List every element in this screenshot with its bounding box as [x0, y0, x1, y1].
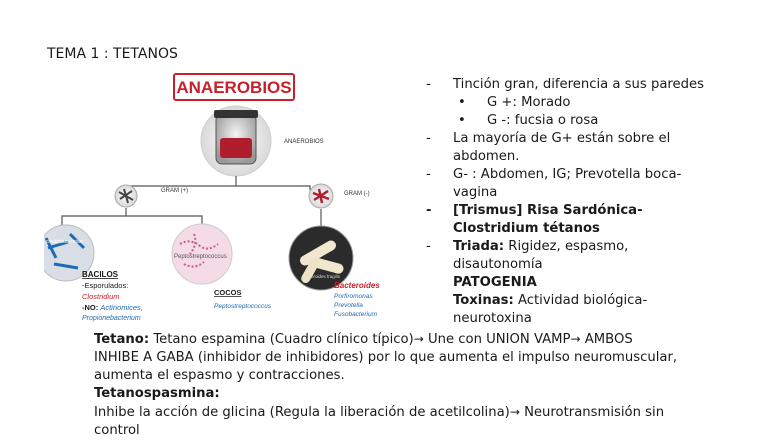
toxinas-text: Actividad biológica- [513, 293, 648, 308]
cocos-title: COCOS [214, 288, 242, 297]
svg-text:-NO: Actinomices, [82, 303, 143, 312]
figure-heading: ANAEROBIOS [176, 78, 292, 97]
gram-neg-label: GRAM (-) [344, 191, 370, 197]
bullet-item: - Tinción gran, diferencia a sus paredes [426, 77, 705, 92]
sub-bullet-text: G +: Morado [487, 95, 571, 110]
micro-right-label: Bacteroides fragilis [302, 274, 341, 279]
bact-line2: Prevotella [334, 302, 363, 309]
cocos-line1: Peptostreptococcus [214, 303, 272, 310]
body-paragraph [94, 330, 754, 440]
bullet-text: Tinción gran, diferencia a sus paredes [453, 77, 705, 92]
patogenia-heading: PATOGENIA [453, 275, 537, 290]
bacilos-line1: -Esporulados: [82, 281, 129, 290]
toxinas-line [426, 292, 756, 310]
tetano-text: AMBOS [580, 332, 633, 347]
bullet-text: [Trismus] Risa Sardónica- [453, 203, 643, 218]
bact-line3: Fusobacterium [334, 311, 377, 318]
paragraph-line: control [94, 423, 140, 438]
bullet-item: - [Trismus] Risa Sardónica- [426, 203, 643, 218]
jar-medium [220, 138, 252, 158]
bullet-continuation: disautonomía [453, 257, 543, 272]
triada-label: Triada: [453, 239, 505, 254]
tetano-line [94, 330, 754, 349]
inhibe-text: Inhibe la acción de glicina (Regula la liberación de acetilcolina) [94, 405, 510, 420]
bullet-list [426, 76, 756, 328]
bullet-continuation: Clostridium tétanos [453, 221, 600, 236]
micro-left-label: clostridium tetani [46, 239, 84, 245]
bullet-continuation: abdomen. [453, 149, 520, 164]
tree-line [62, 208, 126, 226]
micro-mid-label: Peptostreptococcus [174, 254, 227, 260]
paragraph-line: INHIBE A GABA (inhibidor de inhibidores) por lo que aumenta el impulso neuromuscular, [94, 350, 678, 365]
sub-bullet-item: • G +: Morado [458, 95, 571, 110]
bullet-text: La mayoría de G+ están sobre el [453, 131, 671, 146]
arrow-icon: → [570, 332, 581, 346]
toxinas-continuation: neurotoxina [453, 311, 532, 326]
bullet-continuation: vagina [453, 185, 498, 200]
tree-line [126, 216, 202, 226]
sub-bullet-item: • G -: fucsia o rosa [458, 113, 599, 128]
tetano-text: Tetano espamina (Cuadro clínico típico) [149, 332, 414, 347]
inhibe-text: Neurotransmisión sin [519, 405, 665, 420]
jar-label: ANAEROBIOS [284, 139, 324, 145]
tetano-text: Une con UNION VAMP [423, 332, 571, 347]
bullet-text: Rigidez, espasmo, [504, 239, 629, 254]
paragraph-line: aumenta el espasmo y contracciones. [94, 368, 345, 383]
bullet-text: G- : Abdomen, IG; Prevotella boca- [453, 167, 682, 182]
bacilos-title: BACILOS [82, 270, 118, 279]
bullet-item: - G- : Abdomen, IG; Prevotella boca- [426, 167, 682, 182]
bullet-item: - Triada: Rigidez, espasmo, [426, 239, 629, 254]
arrow-icon: → [413, 332, 424, 346]
bacilos-line4: Propionebacterium [82, 315, 141, 322]
arrow-icon: → [509, 405, 520, 419]
bullet-item: - La mayoría de G+ están sobre el [426, 131, 671, 146]
tree-line [236, 186, 310, 190]
inhibe-line [94, 403, 754, 422]
tetanospasmina-heading: Tetanospasmina: [94, 386, 220, 401]
bact-line1: Porfiromonas [334, 293, 373, 300]
anaerobios-figure [44, 68, 410, 330]
toxinas-label: Toxinas: [453, 293, 514, 308]
sub-bullet-text: G -: fucsia o rosa [487, 113, 599, 128]
gram-pos-label: GRAM (+) [161, 188, 189, 194]
bacilos-line3: -NO: [82, 303, 99, 312]
slide-title: TEMA 1 : TETANOS [47, 46, 178, 62]
bacilos-line2: Clostridium [82, 292, 120, 301]
jar-lid [214, 110, 258, 118]
bacteroides-title: Bacteroides [334, 281, 380, 290]
bacilos-line3b: Actinomices, [100, 303, 143, 312]
tetano-label: Tetano: [94, 332, 150, 347]
